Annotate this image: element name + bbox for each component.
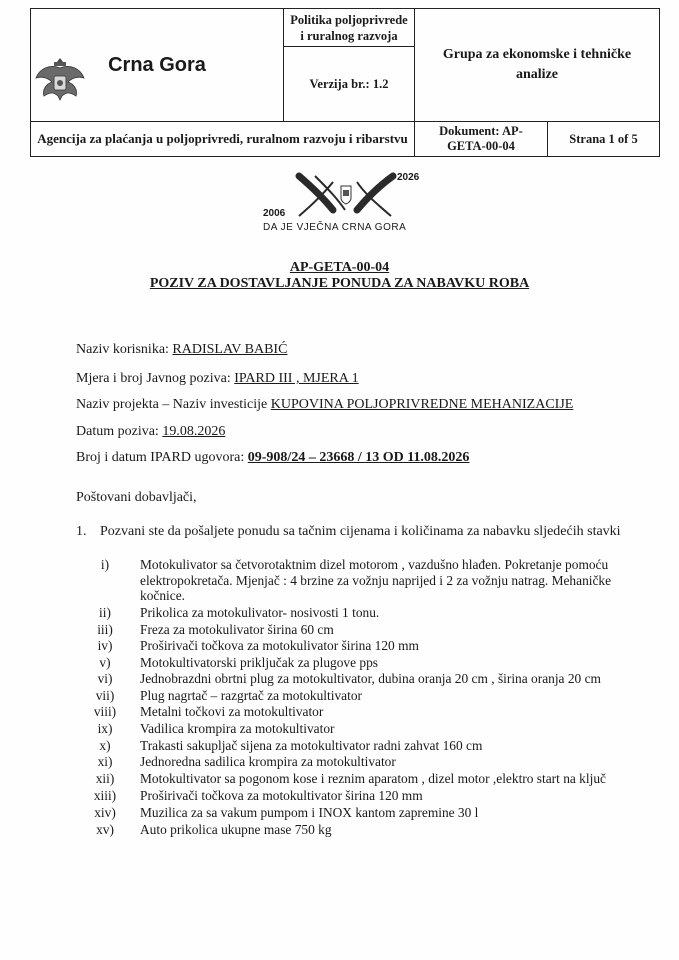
item-text: Trakasti sakupljač sijena za motokultivator radni zahvat 160 cm (140, 738, 483, 753)
item-text: Vadilica krompira za motokultivator (140, 721, 335, 736)
page-number-cell (548, 122, 660, 156)
item-number: vi) (97, 671, 113, 686)
coat-of-arms-logo (30, 50, 90, 110)
item-number: iii) (97, 622, 113, 637)
greeting: Poštovani dobavljači, (76, 490, 197, 505)
item-number: ii) (99, 605, 111, 620)
item-number: v) (99, 655, 111, 670)
project-field (76, 397, 573, 413)
ministry-cell (284, 9, 415, 47)
item-number: xiv) (94, 805, 116, 820)
item-text: Proširivači točkova za motokultivator širina 120 mm (140, 788, 423, 803)
item-number: i) (100, 557, 110, 572)
item-number: xi) (97, 754, 113, 769)
contract-field (76, 450, 469, 466)
measure-field (76, 371, 359, 387)
item-text: Plug nagrtač – razgrtač za motokultivator (140, 688, 362, 703)
item-text: Muzilica za sa vakum pumpom i INOX kantom zapremine 30 l (140, 805, 479, 820)
user-field (76, 342, 287, 358)
group-name: Grupa za ekonomske i tehničke analize (442, 47, 632, 82)
page-number: Strana 1 of 5 (569, 131, 638, 146)
item-text: Motokultivator sa pogonom kose i reznim aparatom , dizel motor ,elektro start na ključ (140, 771, 606, 786)
country-name: Crna Gora (108, 53, 206, 76)
doc-page-cell (415, 122, 660, 157)
intro-text: Pozvani ste da pošaljete ponudu sa tačnim cijenama i količinama za nabavku sljedećih stavki (100, 524, 621, 539)
jubilee-logo (255, 170, 435, 240)
group-cell (415, 9, 660, 122)
jubilee-year-start: 2006 (263, 208, 286, 219)
document-code: AP-GETA-00-04 (289, 260, 390, 275)
contract-label: Broj i datum IPARD ugovora: (76, 450, 245, 465)
item-text: Auto prikolica ukupne mase 750 kg (140, 822, 332, 837)
item-text: Metalni točkovi za motokultivator (140, 704, 324, 719)
date-value: 19.08.2026 (162, 424, 226, 439)
measure-label: Mjera i broj Javnog poziva: (76, 371, 231, 386)
document-header (30, 8, 660, 154)
item-text: Jednoredna sadilica krompira za motokultivator (140, 754, 396, 769)
document-heading: POZIV ZA DOSTAVLJANJE PONUDA ZA NABAVKU ROBA (149, 276, 530, 291)
item-text: Jednobrazdni obrtni plug za motokultivator, dubina oranja 20 cm , širina oranja 20 cm (140, 671, 601, 686)
date-field (76, 424, 225, 440)
item-text: Motokulivator sa četvorotaktnim dizel motorom , vazdušno hlađen. Pokretanje pomoću elektropokretača. Mjenjač : 4 brzine za vožnju naprijed i 2 za vožnju natrag. Mehaničke kočnice. (140, 557, 612, 604)
item-number: ix) (97, 721, 113, 736)
intro-number: 1. (76, 524, 87, 539)
item-text: Prikolica za motokulivator- nosivosti 1 tonu. (140, 605, 380, 620)
document-id-cell (415, 122, 548, 156)
agency-name: Agencija za plaćanja u poljoprivredi, ruralnom razvoju i ribarstvu (37, 131, 408, 146)
item-text: Proširivači točkova za motokulivator širina 120 mm (140, 638, 419, 653)
project-label: Naziv projekta – Naziv investicije (76, 397, 268, 412)
item-number: vii) (95, 688, 115, 703)
item-number: xv) (96, 822, 114, 837)
document-id: Dokument: AP-GETA-00-04 (439, 124, 523, 153)
date-label: Datum poziva: (76, 424, 159, 439)
item-number: x) (99, 738, 111, 753)
user-label: Naziv korisnika: (76, 342, 169, 357)
item-number: viii) (93, 704, 117, 719)
item-number: iv) (97, 638, 113, 653)
item-number: xiii) (93, 788, 117, 803)
jubilee-slogan: DA JE VJEČNA CRNA GORA (263, 222, 407, 233)
version-cell (284, 47, 415, 122)
ministry-name: Politika poljoprivrede i ruralnog razvoja (290, 12, 408, 43)
measure-value: IPARD III , MJERA 1 (234, 371, 359, 386)
version-label: Verzija br.: 1.2 (309, 76, 389, 91)
agency-cell (31, 122, 415, 157)
project-value: KUPOVINA POLJOPRIVREDNE MEHANIZACIJE (270, 397, 574, 412)
item-text: Motokultivatorski priključak za plugove pps (140, 655, 379, 670)
jubilee-year-end: 2026 (397, 172, 420, 183)
user-value: RADISLAV BABIĆ (172, 342, 288, 357)
item-number: xii) (95, 771, 115, 786)
item-text: Freza za motokulivator širina 60 cm (140, 622, 334, 637)
contract-value: 09-908/24 – 23668 / 13 OD 11.08.2026 (247, 450, 470, 465)
